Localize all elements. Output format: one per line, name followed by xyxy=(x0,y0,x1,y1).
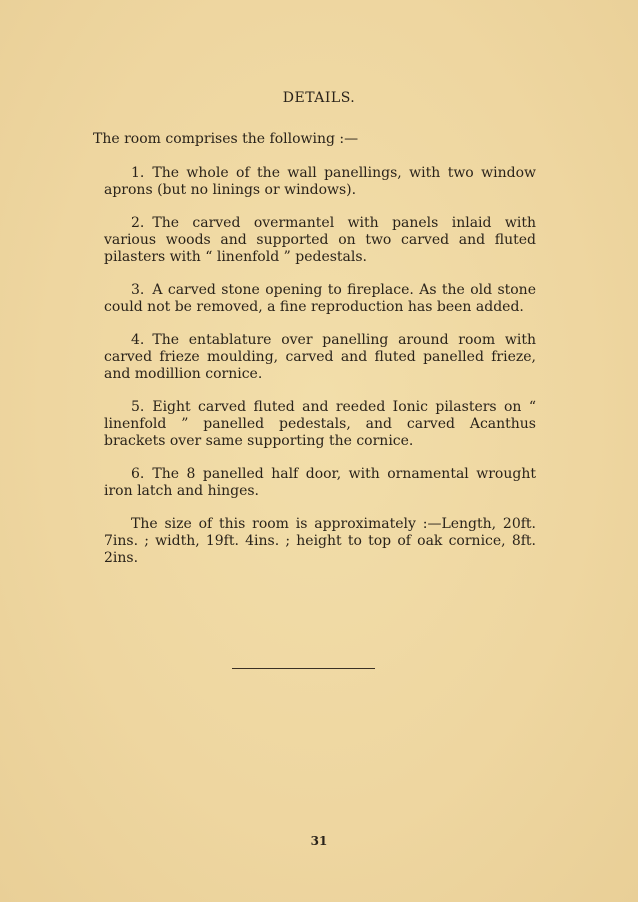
item-text: The 8 panelled half door, with ornamental wrought iron latch and hinges. xyxy=(104,466,536,499)
page-title: DETAILS. xyxy=(282,90,356,106)
list-item xyxy=(104,165,536,199)
item-text: The entablature over panelling around room with carved frieze moulding, carved and fluted panelled frieze, and modillion cornice. xyxy=(104,332,536,382)
divider-rule xyxy=(232,668,375,669)
list-item xyxy=(104,215,536,266)
item-text: The whole of the wall panellings, with two window aprons (but no linings or windows). xyxy=(104,165,536,198)
details-list xyxy=(104,165,536,567)
item-number: 6. xyxy=(131,466,145,482)
page-number: 31 xyxy=(310,834,328,848)
item-number: 4. xyxy=(131,332,145,348)
item-text: Eight carved fluted and reeded Ionic pilasters on “ linenfold ” panelled pedestals, and carved Acanthus brackets over same supporting the cornice. xyxy=(104,399,536,449)
item-text: A carved stone opening to fireplace. As the old stone could not be removed, a fine reproduction has been added. xyxy=(104,282,536,315)
list-item xyxy=(104,332,536,383)
item-text: The carved overmantel with panels inlaid with various woods and supported on two carved and fluted pilasters with “ linenfold ” pedestals. xyxy=(104,215,536,265)
list-item xyxy=(104,466,536,500)
intro-text: The room comprises the following :— xyxy=(93,131,359,147)
item-number: 2. xyxy=(131,215,145,231)
item-number: 1. xyxy=(131,165,145,181)
room-size-note: The size of this room is approximately :—Length, 20ft. 7ins. ; width, 19ft. 4ins. ; height to top of oak cornice, 8ft. 2ins. xyxy=(104,516,536,566)
item-number: 5. xyxy=(131,399,145,415)
list-item xyxy=(104,282,536,316)
list-item xyxy=(104,399,536,450)
item-number: 3. xyxy=(131,282,145,298)
